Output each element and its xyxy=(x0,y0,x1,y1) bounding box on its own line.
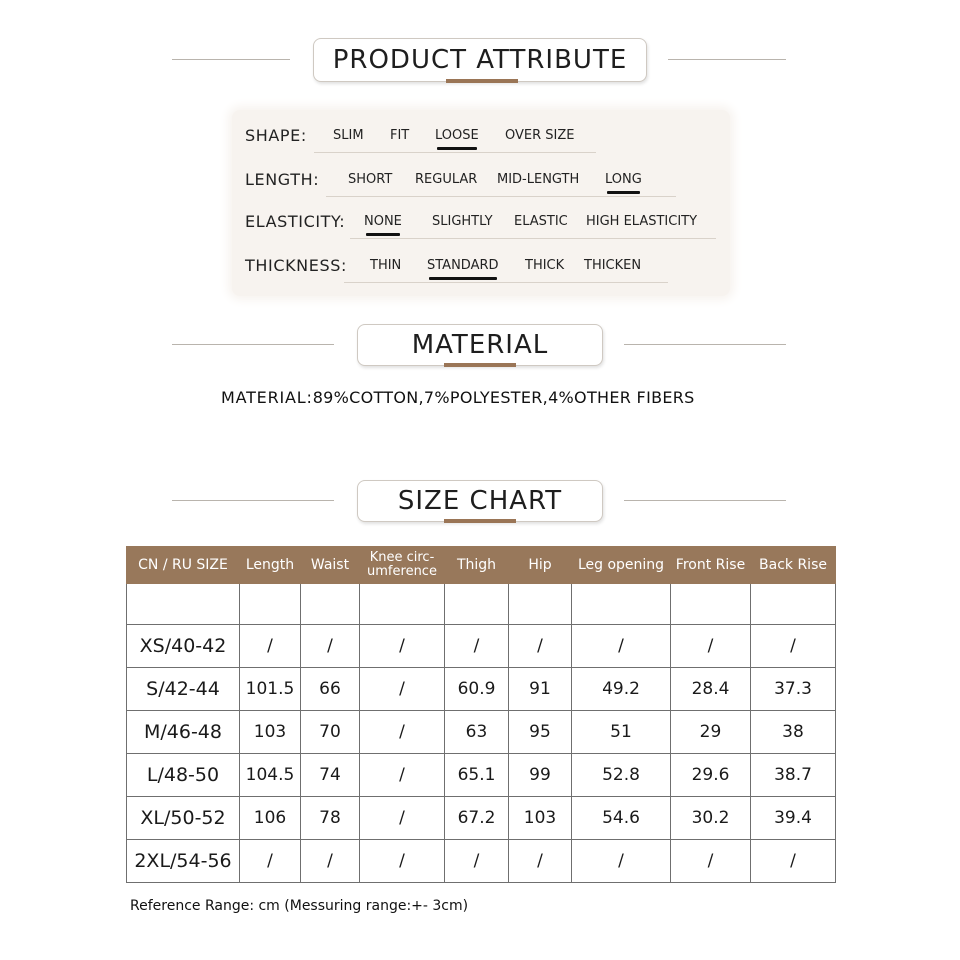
option-mid-length: MID-LENGTH xyxy=(497,172,580,187)
measurement-cell: 103 xyxy=(240,711,301,754)
measurement-cell: 65.1 xyxy=(445,754,509,797)
attribute-label: LENGTH: xyxy=(245,170,320,189)
material-title: MATERIAL xyxy=(411,330,549,360)
product-attribute-title-pill xyxy=(313,38,647,82)
header-rule-right xyxy=(624,344,786,345)
option-loose-selected: LOOSE xyxy=(435,128,479,143)
size-chart-title-pill xyxy=(357,480,603,522)
measurement-cell: 103 xyxy=(509,797,572,840)
column-header: Hip xyxy=(509,547,572,584)
header-rule-left xyxy=(172,59,290,60)
option-short: SHORT xyxy=(348,172,393,187)
option-thick: THICK xyxy=(525,258,565,273)
size-chart-table xyxy=(126,546,836,883)
measurement-cell: 38.7 xyxy=(751,754,836,797)
measurement-cell: 28.4 xyxy=(671,668,751,711)
table-row xyxy=(127,711,836,754)
size-chart-header xyxy=(0,480,960,520)
option-thin: THIN xyxy=(370,258,402,273)
column-header: Leg opening xyxy=(572,547,671,584)
measurement-cell: 51 xyxy=(572,711,671,754)
measurement-cell: / xyxy=(445,840,509,883)
measurement-cell: 66 xyxy=(301,668,360,711)
column-header: Waist xyxy=(301,547,360,584)
measurement-cell: 38 xyxy=(751,711,836,754)
attribute-row-thickness xyxy=(232,256,730,282)
title-accent-bar xyxy=(444,519,516,523)
option-over-size: OVER SIZE xyxy=(505,128,575,143)
attribute-panel xyxy=(232,110,730,296)
measurement-cell: 104.5 xyxy=(240,754,301,797)
size-chart-title: SIZE CHART xyxy=(397,486,563,516)
measurement-cell: / xyxy=(751,840,836,883)
row-divider xyxy=(314,152,596,153)
measurement-cell: 67.2 xyxy=(445,797,509,840)
measurement-cell: / xyxy=(671,625,751,668)
table-row-blank xyxy=(127,584,836,625)
attribute-label: ELASTICITY: xyxy=(245,212,346,231)
table-row xyxy=(127,625,836,668)
column-header: Knee circ-umference xyxy=(360,547,445,584)
measurement-cell: / xyxy=(360,840,445,883)
header-rule-right xyxy=(624,500,786,501)
size-cell: S/42-44 xyxy=(127,668,240,711)
option-none-selected: NONE xyxy=(364,214,402,229)
measurement-cell: 101.5 xyxy=(240,668,301,711)
header-rule-right xyxy=(668,59,786,60)
title-accent-bar xyxy=(446,79,518,83)
material-label: MATERIAL: xyxy=(221,388,313,407)
product-attribute-header xyxy=(0,38,960,80)
header-rule-left xyxy=(172,500,334,501)
size-cell: L/48-50 xyxy=(127,754,240,797)
option-high-elasticity: HIGH ELASTICITY xyxy=(586,214,698,229)
attribute-label: THICKNESS: xyxy=(245,256,347,275)
measurement-cell: / xyxy=(751,625,836,668)
option-thicken: THICKEN xyxy=(584,258,642,273)
material-composition xyxy=(221,388,695,407)
size-cell: XL/50-52 xyxy=(127,797,240,840)
measurement-cell: 70 xyxy=(301,711,360,754)
measurement-cell: / xyxy=(240,625,301,668)
measurement-cell: / xyxy=(360,625,445,668)
table-row xyxy=(127,754,836,797)
column-header: Thigh xyxy=(445,547,509,584)
attribute-row-shape xyxy=(232,126,730,152)
column-header: CN / RU SIZE xyxy=(127,547,240,584)
material-value: 89%COTTON,7%POLYESTER,4%OTHER FIBERS xyxy=(312,388,695,407)
product-attribute-title: PRODUCT ATTRIBUTE xyxy=(332,45,628,75)
measurement-cell: / xyxy=(360,797,445,840)
size-cell: XS/40-42 xyxy=(127,625,240,668)
measurement-cell: 54.6 xyxy=(572,797,671,840)
column-header: Front Rise xyxy=(671,547,751,584)
title-accent-bar xyxy=(444,363,516,367)
attribute-row-elasticity xyxy=(232,212,730,238)
size-cell: M/46-48 xyxy=(127,711,240,754)
material-title-pill xyxy=(357,324,603,366)
attribute-row-length xyxy=(232,170,730,196)
measurement-cell: / xyxy=(445,625,509,668)
measurement-cell: 60.9 xyxy=(445,668,509,711)
measurement-cell: 74 xyxy=(301,754,360,797)
table-row xyxy=(127,840,836,883)
measurement-cell: / xyxy=(509,840,572,883)
reference-range-note: Reference Range: cm (Messuring range:+- 3cm) xyxy=(130,898,469,914)
measurement-cell: 49.2 xyxy=(572,668,671,711)
measurement-cell: / xyxy=(301,625,360,668)
measurement-cell: 52.8 xyxy=(572,754,671,797)
attribute-label: SHAPE: xyxy=(245,126,307,145)
option-slightly: SLIGHTLY xyxy=(432,214,493,229)
measurement-cell: / xyxy=(360,754,445,797)
table-header-row xyxy=(127,547,836,584)
size-cell: 2XL/54-56 xyxy=(127,840,240,883)
measurement-cell: / xyxy=(572,840,671,883)
measurement-cell: 106 xyxy=(240,797,301,840)
measurement-cell: / xyxy=(572,625,671,668)
measurement-cell: 99 xyxy=(509,754,572,797)
row-divider xyxy=(344,282,668,283)
header-rule-left xyxy=(172,344,334,345)
option-slim: SLIM xyxy=(333,128,364,143)
option-long-selected: LONG xyxy=(605,172,642,187)
measurement-cell: / xyxy=(671,840,751,883)
measurement-cell: 78 xyxy=(301,797,360,840)
measurement-cell: 29.6 xyxy=(671,754,751,797)
measurement-cell: / xyxy=(240,840,301,883)
measurement-cell: / xyxy=(301,840,360,883)
option-standard-selected: STANDARD xyxy=(427,258,499,273)
row-divider xyxy=(350,238,716,239)
measurement-cell: 95 xyxy=(509,711,572,754)
material-header xyxy=(0,324,960,364)
measurement-cell: 91 xyxy=(509,668,572,711)
measurement-cell: 37.3 xyxy=(751,668,836,711)
table-row xyxy=(127,668,836,711)
measurement-cell: 29 xyxy=(671,711,751,754)
measurement-cell: 30.2 xyxy=(671,797,751,840)
measurement-cell: 39.4 xyxy=(751,797,836,840)
measurement-cell: / xyxy=(509,625,572,668)
table-row xyxy=(127,797,836,840)
option-elastic: ELASTIC xyxy=(514,214,568,229)
measurement-cell: / xyxy=(360,711,445,754)
column-header: Length xyxy=(240,547,301,584)
column-header: Back Rise xyxy=(751,547,836,584)
option-fit: FIT xyxy=(390,128,410,143)
row-divider xyxy=(326,196,676,197)
option-regular: REGULAR xyxy=(415,172,478,187)
measurement-cell: / xyxy=(360,668,445,711)
measurement-cell: 63 xyxy=(445,711,509,754)
